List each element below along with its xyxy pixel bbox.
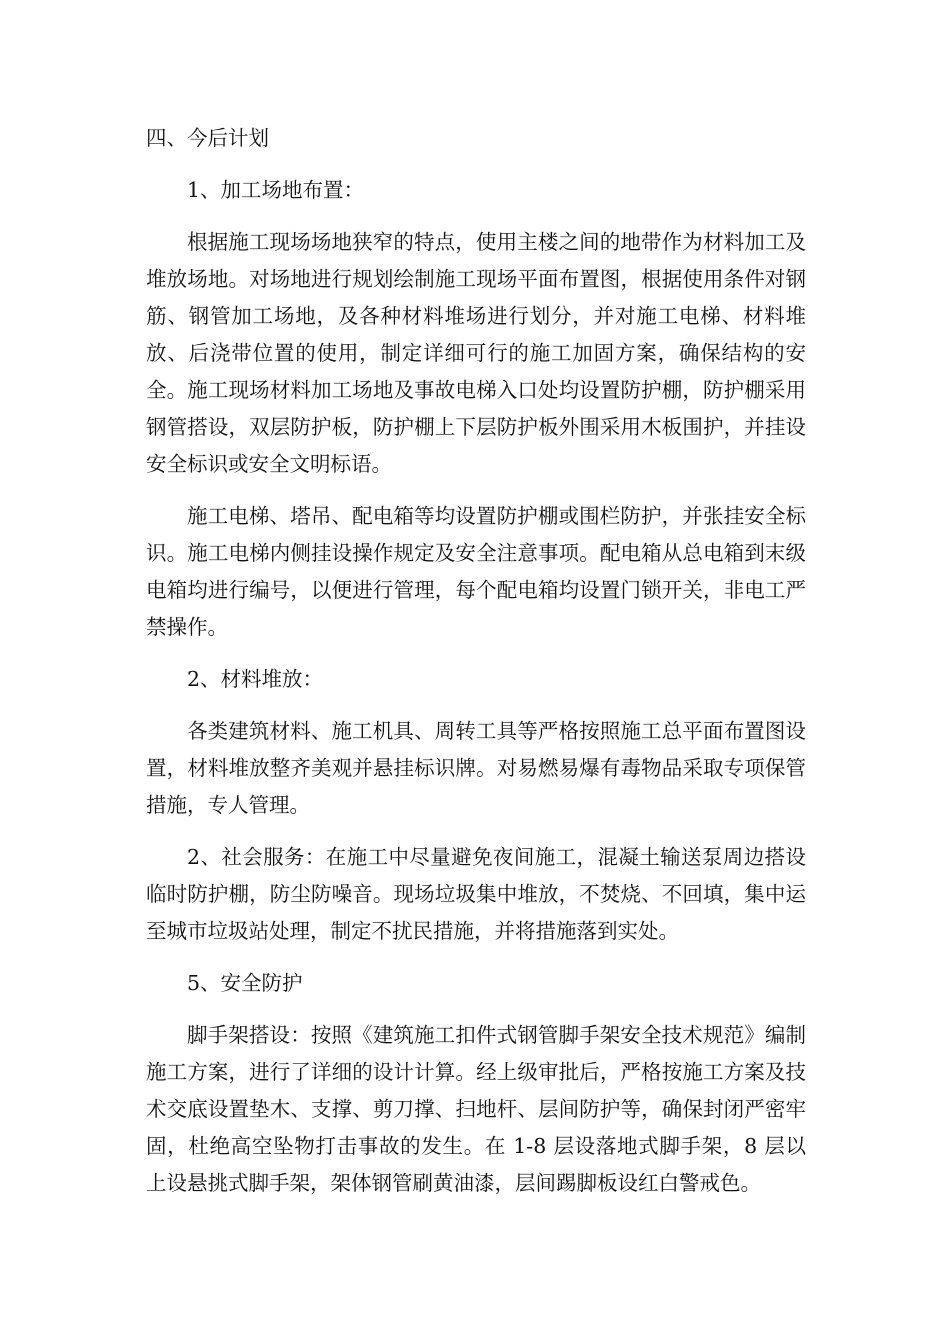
paragraph-material-stacking: 各类建筑材料、施工机具、周转工具等严格按照施工总平面布置图设置，材料堆放整齐美观并悬挂标识牌。对易燃易爆有毒物品采取专项保管措施，专人管理。 bbox=[146, 719, 806, 817]
document-page bbox=[146, 120, 806, 1217]
subsection-title-site-layout: 1、加工场地布置： bbox=[187, 178, 365, 202]
subsection-title-safety-protection: 5、安全防护 bbox=[187, 971, 303, 995]
paragraph-scaffolding: 脚手架搭设：按照《建筑施工扣件式钢管脚手架安全技术规范》编制施工方案，进行了详细的设计计算。经上级审批后，严格按施工方案及技术交底设置垫木、支撑、剪刀撑、扫地杆、层间防护等，确保封闭严密牢固，杜绝高空坠物打击事故的发生。在 1-8 层设落地式脚手架，8 层以上设悬挑式脚手架，架体钢管刷黄油漆，层间踢脚板设红白警戒色。 bbox=[146, 1023, 806, 1195]
paragraph-social-service: 2、社会服务：在施工中尽量避免夜间施工，混凝土输送泵周边搭设临时防护棚，防尘防噪音。现场垃圾集中堆放，不焚烧、不回填，集中运至城市垃圾站处理，制定不扰民措施，并将措施落到实处。 bbox=[146, 845, 806, 943]
paragraph-site-layout-2: 施工电梯、塔吊、配电箱等均设置防护棚或围栏防护，并张挂安全标识。施工电梯内侧挂设操作规定及安全注意事项。配电箱从总电箱到末级电箱均进行编号，以便进行管理，每个配电箱均设置门锁开关，非电工严禁操作。 bbox=[146, 504, 806, 639]
paragraph-site-layout-1: 根据施工现场场地狭窄的特点，使用主楼之间的地带作为材料加工及堆放场地。对场地进行规划绘制施工现场平面布置图，根据使用条件对钢筋、钢管加工场地，及各种材料堆场进行划分，并对施工电梯、材料堆放、后浇带位置的使用，制定详细可行的施工加固方案，确保结构的安全。施工现场材料加工场地及事故电梯入口处均设置防护棚，防护棚采用钢管搭设，双层防护板，防护棚上下层防护板外围采用木板围护，并挂设安全标识或安全文明标语。 bbox=[146, 230, 806, 476]
subsection-title-material-stacking: 2、材料堆放： bbox=[187, 667, 324, 691]
section-heading: 四、今后计划 bbox=[146, 126, 269, 150]
